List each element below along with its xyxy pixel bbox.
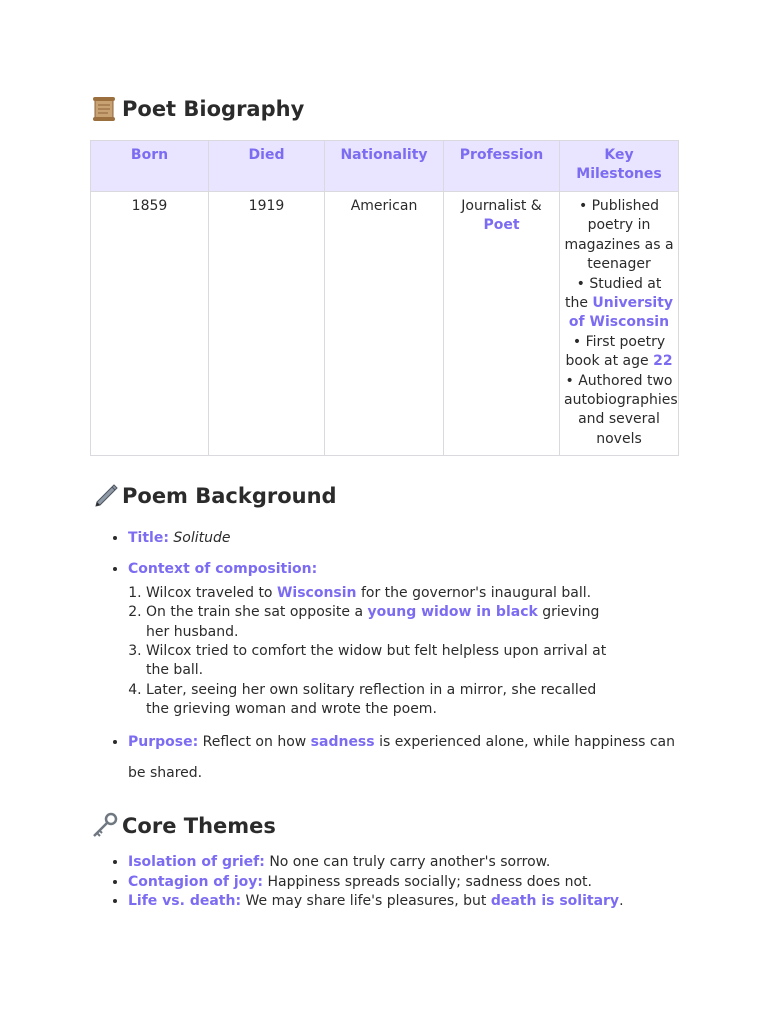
theme-highlight: death is solitary bbox=[490, 893, 620, 910]
cell-key-milestones bbox=[560, 192, 679, 456]
theme-end: . bbox=[619, 893, 624, 910]
step-text: for the governor's inaugural ball. bbox=[360, 584, 592, 601]
theme-label: Isolation of grief: bbox=[128, 854, 265, 870]
section-heading-bio bbox=[90, 95, 304, 123]
milestone-3-text: • First poetry book at age bbox=[565, 333, 666, 370]
list-item bbox=[128, 560, 688, 719]
purpose-text: Reflect on how bbox=[202, 733, 307, 750]
section-title: Poem Background bbox=[122, 484, 337, 508]
list-item bbox=[128, 727, 688, 789]
header-key-milestones: Key Milestones bbox=[560, 141, 679, 192]
table-row bbox=[91, 192, 679, 456]
milestone-1: • Published poetry in magazines as a teenager bbox=[564, 198, 674, 273]
step-text: Wilcox traveled to bbox=[146, 584, 273, 601]
context-steps bbox=[108, 584, 614, 720]
background-list bbox=[108, 529, 688, 789]
list-item bbox=[146, 584, 614, 603]
step-text: On the train she sat opposite a bbox=[146, 604, 364, 621]
list-item bbox=[128, 529, 688, 548]
purpose-label: Purpose: bbox=[128, 733, 199, 750]
cell-died: 1919 bbox=[209, 192, 325, 456]
section-title: Core Themes bbox=[122, 814, 276, 838]
header-born: Born bbox=[91, 141, 209, 192]
theme-label: Contagion of joy: bbox=[128, 873, 264, 890]
list-item bbox=[128, 892, 688, 912]
section-title: Poet Biography bbox=[122, 97, 305, 121]
purpose-text: is experienced alone, while happiness can be shared. bbox=[128, 733, 676, 781]
header-died: Died bbox=[209, 141, 325, 192]
milestone-4: • Authored two autobiographies and several novels bbox=[564, 372, 678, 447]
theme-text: Happiness spreads socially; sadness does not. bbox=[267, 873, 592, 890]
list-item: 4. Later, seeing her own solitary reflection in a mirror, she recalled the grieving woman and wrote the poem. bbox=[146, 681, 614, 720]
step-text: grieving her husband. bbox=[146, 604, 600, 640]
cell-born: 1859 bbox=[91, 192, 209, 456]
list-item bbox=[146, 603, 614, 642]
step-highlight: Wisconsin bbox=[276, 584, 357, 601]
pen-icon bbox=[90, 482, 118, 510]
header-nationality: Nationality bbox=[325, 141, 444, 192]
theme-text: We may share life's pleasures, but bbox=[245, 893, 487, 910]
table-header-row bbox=[91, 141, 679, 192]
profession-highlight: Poet bbox=[483, 217, 520, 234]
cell-nationality: American bbox=[325, 192, 444, 456]
title-value: Solitude bbox=[173, 530, 231, 546]
list-item bbox=[128, 873, 688, 893]
milestone-2-text: • Studied at the bbox=[564, 275, 662, 312]
key-icon bbox=[90, 812, 118, 840]
list-item bbox=[128, 853, 688, 873]
context-label: Context of composition: bbox=[128, 561, 318, 578]
profession-text: Journalist & bbox=[461, 198, 542, 214]
title-label: Title: bbox=[128, 530, 169, 546]
purpose-highlight: sadness bbox=[310, 733, 375, 750]
step-highlight: young widow in black bbox=[367, 604, 538, 621]
section-heading-background bbox=[90, 482, 337, 510]
cell-profession bbox=[444, 192, 560, 456]
scroll-icon bbox=[90, 95, 118, 123]
biography-table bbox=[90, 140, 679, 456]
list-item: 3. Wilcox tried to comfort the widow but felt helpless upon arrival at the ball. bbox=[146, 642, 614, 681]
header-profession: Profession bbox=[444, 141, 560, 192]
theme-text: No one can truly carry another's sorrow. bbox=[269, 854, 551, 870]
milestone-2-highlight: University of Wisconsin bbox=[568, 295, 674, 331]
section-heading-themes bbox=[90, 812, 276, 840]
milestone-3-highlight: 22 bbox=[653, 353, 673, 370]
theme-label: Life vs. death: bbox=[128, 893, 242, 910]
themes-list bbox=[108, 853, 688, 912]
